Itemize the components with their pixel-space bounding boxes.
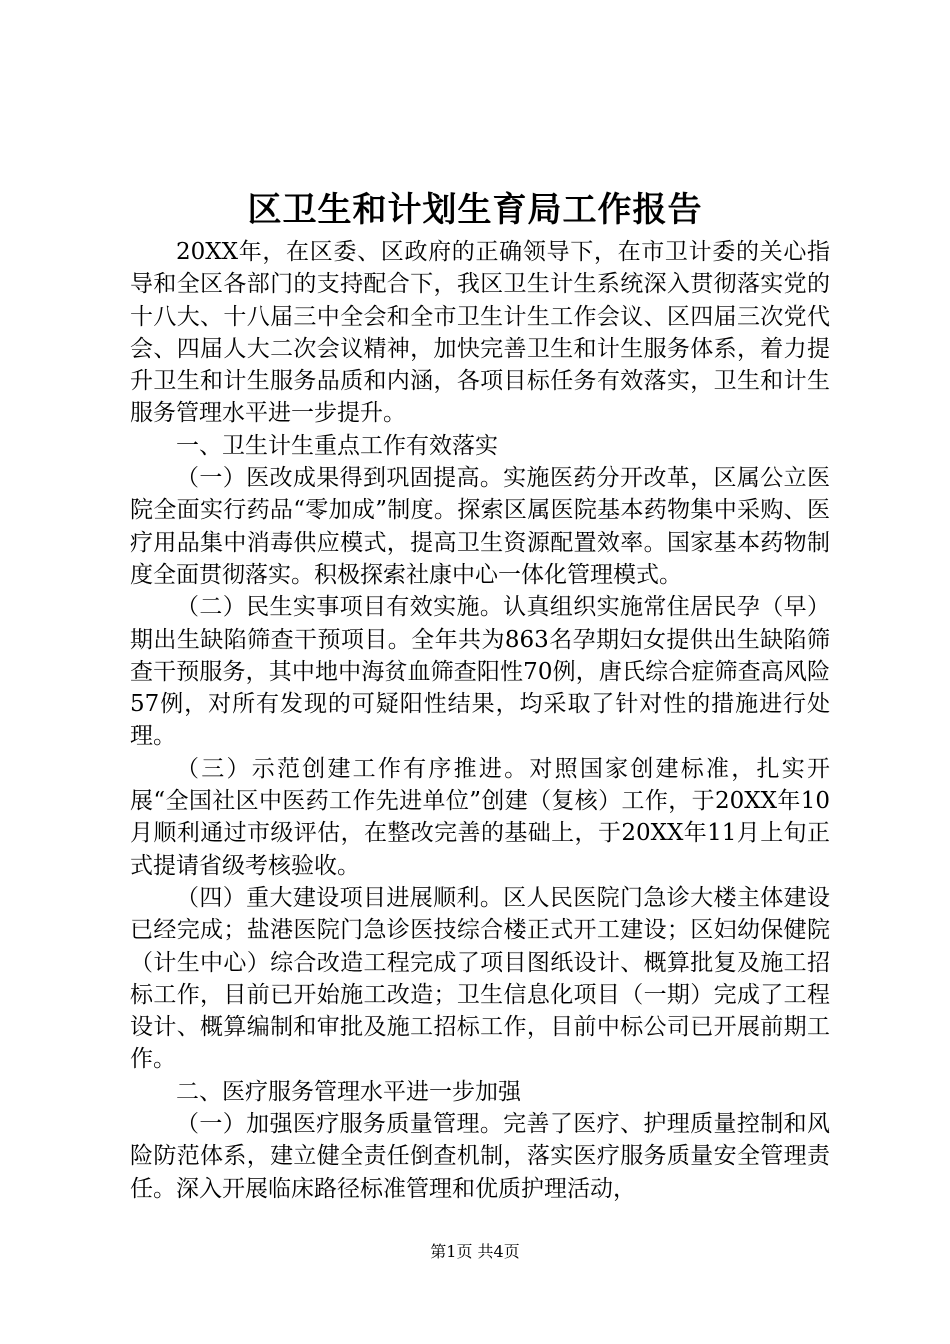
paragraph-1-3: （三）示范创建工作有序推进。对照国家创建标准，扎实开展“全国社区中医药工作先进单位”创建（复核）工作，于20XX年10月顺利通过市级评估，在整改完善的基础上，于20XX年11月上旬正式提请省级考核验收。 (130, 755, 830, 879)
document-body (130, 236, 830, 1205)
paragraph-1-4: （四）重大建设项目进展顺利。区人民医院门急诊大楼主体建设已经完成；盐港医院门急诊医技综合楼正式开工建设；区妇幼保健院（计生中心）综合改造工程完成了项目图纸设计、概算批复及施工招标工作，目前已开始施工改造；卫生信息化项目（一期）完成了工程设计、概算编制和审批及施工招标工作，目前中标公司已开展前期工作。 (130, 884, 830, 1073)
section-heading-1: 一、卫生计生重点工作有效落实 (176, 432, 498, 459)
paragraph-1-1: （一）医改成果得到巩固提高。实施医药分开改革，区属公立医院全面实行药品“零加成”制度。探索区属医院基本药物集中采购、医疗用品集中消毒供应模式，提高卫生资源配置效率。国家基本药物制度全面贯彻落实。积极探索社康中心一体化管理模式。 (130, 465, 830, 588)
document-title: 区卫生和计划生育局工作报告 (247, 190, 703, 230)
paragraph-1-2: （二）民生实事项目有效实施。认真组织实施常住居民孕（早）期出生缺陷筛查干预项目。全年共为863名孕期妇女提供出生缺陷筛查干预服务，其中地中海贫血筛查阳性70例，唐氏综合症筛查高风险57例，对所有发现的可疑阳性结果，均采取了针对性的措施进行处理。 (130, 594, 830, 750)
page-number-footer: 第1页 共4页 (430, 1242, 520, 1261)
paragraph-2-1: （一）加强医疗服务质量管理。完善了医疗、护理质量控制和风险防范体系，建立健全责任倒查机制，落实医疗服务质量安全管理责任。深入开展临床路径标准管理和优质护理活动， (130, 1111, 830, 1202)
paragraph-intro: 20XX年，在区委、区政府的正确领导下，在市卫计委的关心指导和全区各部门的支持配合下，我区卫生计生系统深入贯彻落实党的十八大、十八届三中全会和全市卫生计生工作会议、区四届三次党代会、四届人大二次会议精神，加快完善卫生和计生服务体系，着力提升卫生和计生服务品质和内涵，各项目标任务有效落实，卫生和计生服务管理水平进一步提升。 (130, 239, 830, 427)
section-heading-2: 二、医疗服务管理水平进一步加强 (176, 1078, 521, 1105)
